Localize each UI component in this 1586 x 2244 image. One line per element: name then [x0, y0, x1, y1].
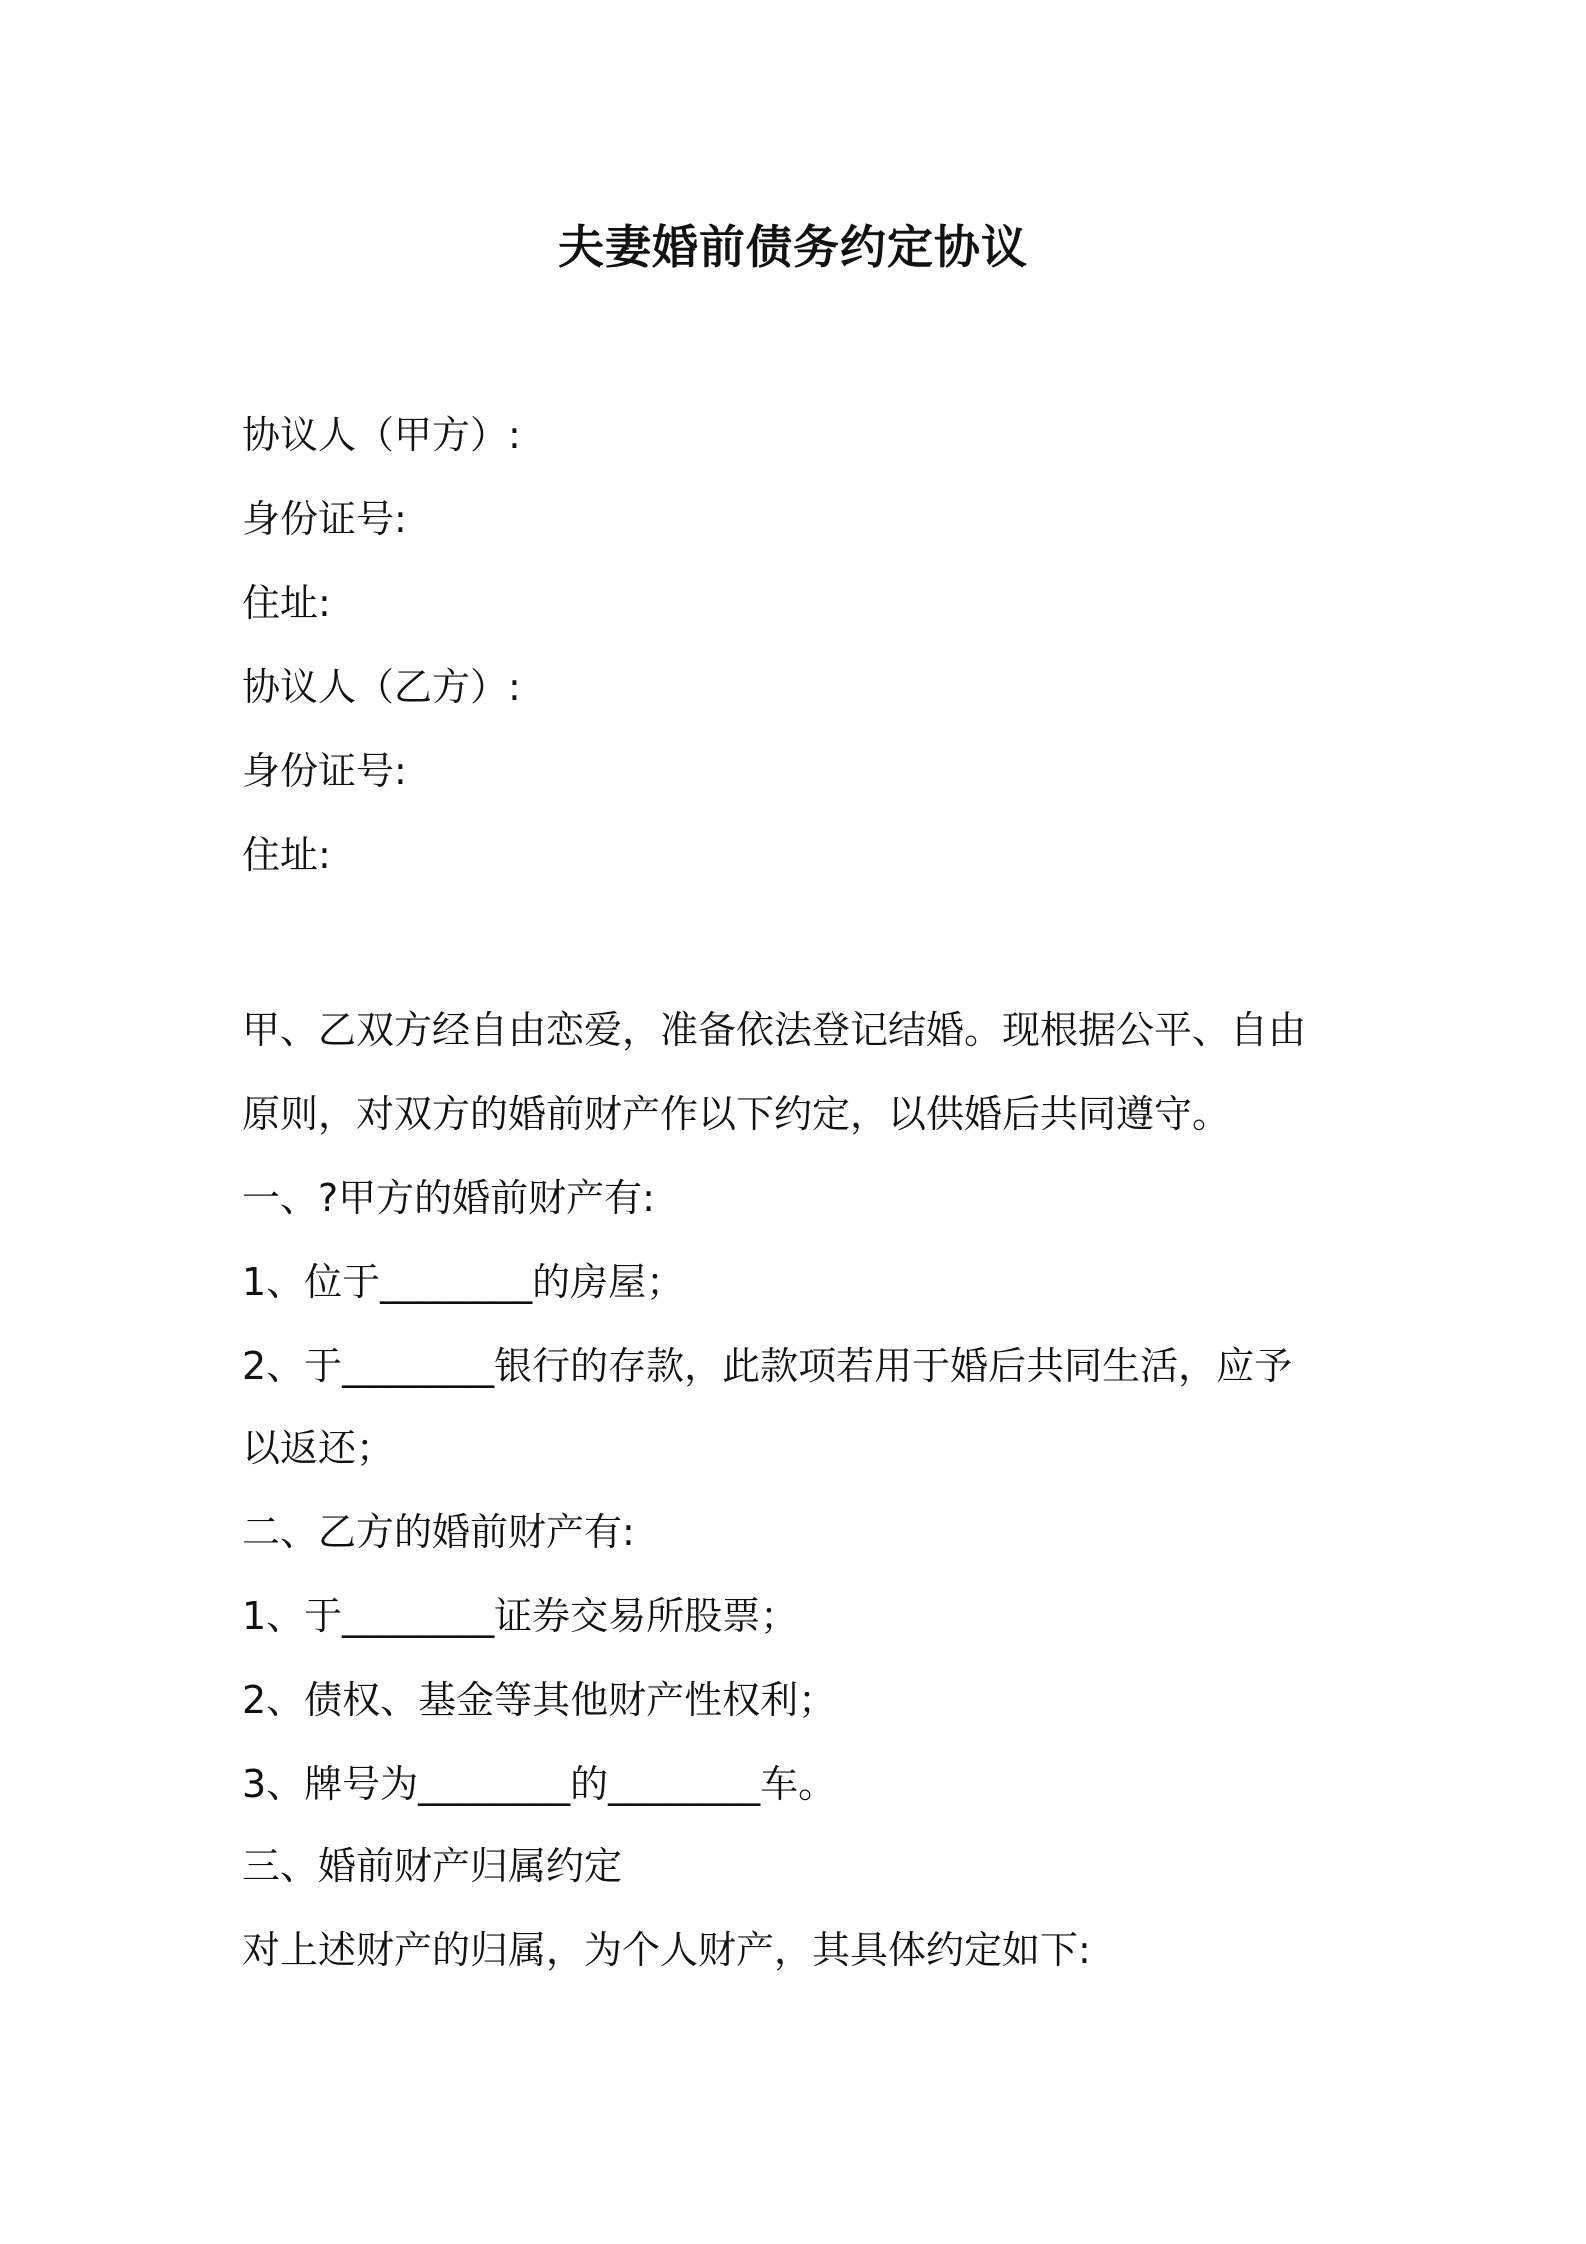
section-1-item-2: 2、于________银行的存款，此款项若用于婚后共同生活，应予: [242, 1344, 1293, 1388]
section-3-text: 对上述财产的归属，为个人财产，其具体约定如下:: [242, 1928, 1091, 1972]
intro-line-2: 原则，对双方的婚前财产作以下约定，以供婚后共同遵守。: [242, 1092, 1231, 1136]
intro-line-1: 甲、乙双方经自由恋爱，准备依法登记结婚。现根据公平、自由: [242, 1008, 1307, 1052]
section-1-heading: 一、?甲方的婚前财产有:: [242, 1176, 655, 1220]
party-a-name-label: 协议人（甲方）:: [242, 413, 521, 457]
section-2-heading: 二、乙方的婚前财产有:: [242, 1510, 635, 1554]
party-a-id-label: 身份证号:: [242, 497, 407, 541]
party-b-name-label: 协议人（乙方）:: [242, 665, 521, 709]
party-b-id-label: 身份证号:: [242, 749, 407, 793]
section-1-item-2-cont: 以返还；: [242, 1426, 395, 1470]
section-3-heading: 三、婚前财产归属约定: [242, 1844, 623, 1888]
party-b-address-label: 住址:: [242, 833, 331, 877]
document-title: 夫妻婚前债务约定协议: [558, 220, 1028, 274]
section-2-item-2: 2、债权、基金等其他财产性权利；: [242, 1678, 837, 1722]
section-2-item-3: 3、牌号为________的________车。: [242, 1762, 837, 1806]
section-1-item-1: 1、位于________的房屋；: [242, 1260, 685, 1304]
section-2-item-1: 1、于________证券交易所股票；: [242, 1594, 799, 1638]
party-a-address-label: 住址:: [242, 581, 331, 625]
